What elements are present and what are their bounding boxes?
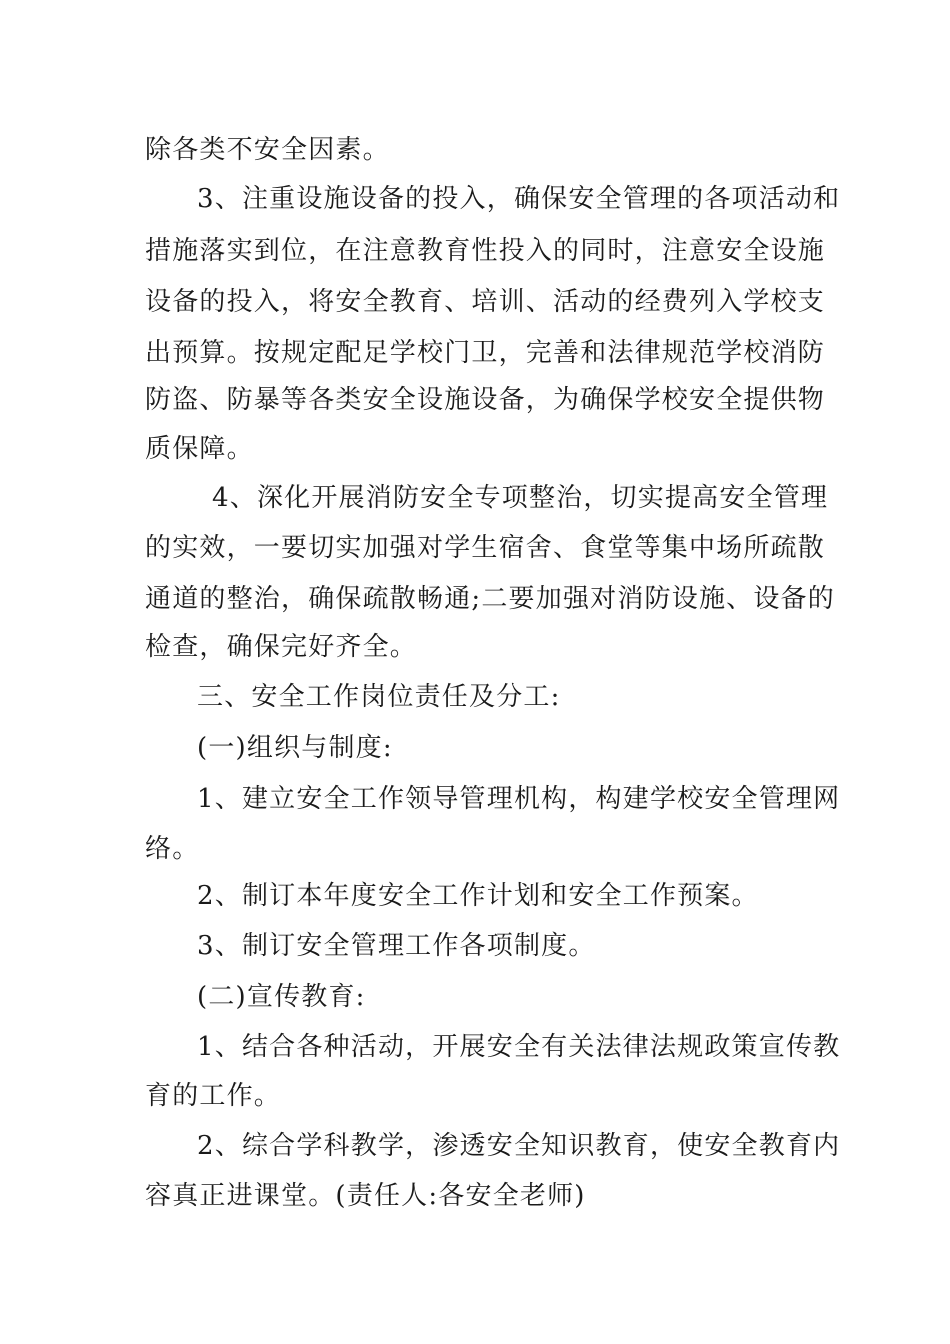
text-line: 容真正进课堂。(责任人:各安全老师) xyxy=(145,1181,586,1211)
text-line: 1、结合各种活动，开展安全有关法律法规政策宣传教 xyxy=(197,1032,841,1062)
text-line: 质保障。 xyxy=(145,434,254,464)
subsection-heading: (二)宣传教育: xyxy=(197,982,366,1012)
section-heading: 三、安全工作岗位责任及分工: xyxy=(197,682,561,712)
text-line: 措施落实到位，在注意教育性投入的同时，注意安全设施 xyxy=(145,236,826,266)
text-line: 2、制订本年度安全工作计划和安全工作预案。 xyxy=(197,881,759,911)
text-line: 通道的整治，确保疏散畅通;二要加强对消防设施、设备的 xyxy=(145,584,835,614)
text-line: 3、制订安全管理工作各项制度。 xyxy=(197,931,596,961)
text-line: 3、注重设施设备的投入，确保安全管理的各项活动和 xyxy=(197,184,841,214)
text-line: 2、综合学科教学，渗透安全知识教育，使安全教育内 xyxy=(197,1131,841,1161)
text-line: 除各类不安全因素。 xyxy=(145,135,390,165)
text-line: 设备的投入，将安全教育、培训、活动的经费列入学校支 xyxy=(145,287,826,317)
text-line: 1、建立安全工作领导管理机构，构建学校安全管理网 xyxy=(197,784,841,814)
text-line: 4、深化开展消防安全专项整治，切实提高安全管理 xyxy=(212,483,829,513)
text-line: 络。 xyxy=(145,834,200,864)
text-line: 防盗、防暴等各类安全设施设备，为确保学校安全提供物 xyxy=(145,385,826,415)
text-line: 检查，确保完好齐全。 xyxy=(145,632,418,662)
text-line: 的实效，一要切实加强对学生宿舍、食堂等集中场所疏散 xyxy=(145,533,826,563)
subsection-heading: (一)组织与制度: xyxy=(197,733,393,763)
text-line: 育的工作。 xyxy=(145,1081,282,1111)
text-line: 出预算。按规定配足学校门卫，完善和法律规范学校消防 xyxy=(145,338,826,368)
